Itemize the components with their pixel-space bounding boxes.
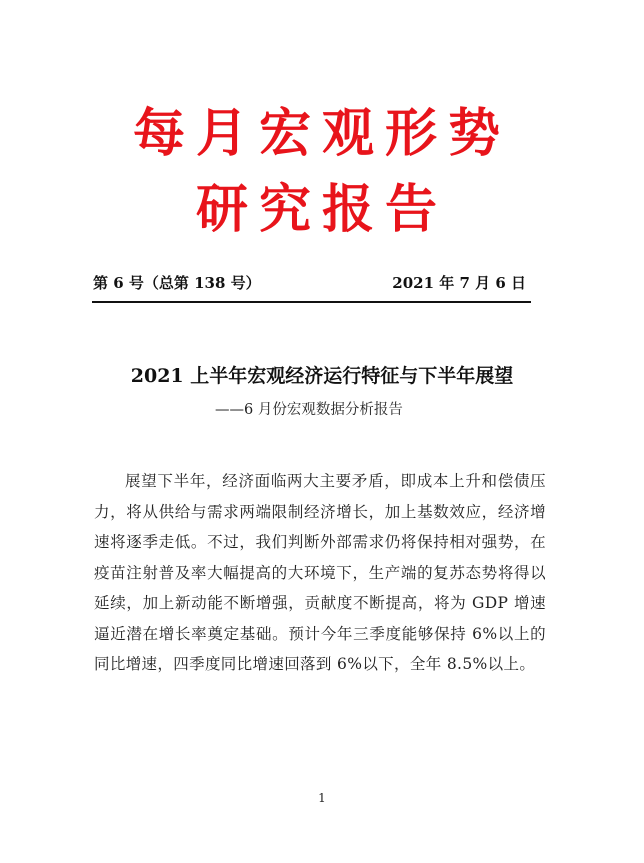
issue-date: 2021 年 7 月 6 日 [392, 274, 526, 292]
page-number: 1 [318, 791, 326, 805]
masthead-title-line-2: 研究报告 [195, 179, 448, 240]
issue-number: 第 6 号（总第 138 号） [93, 274, 261, 292]
masthead-title-line-1: 每月宏观形势 [132, 103, 511, 164]
article-paragraph: 展望下半年，经济面临两大主要矛盾，即成本上升和偿债压力，将从供给与需求两端限制经济增长，加上基数效应，经济增速将逐季走低。不过，我们判断外部需求仍将保持相对强势，在疫苗注射普及率大幅提高的大环境下，生产端的复苏态势将得以延续，加上新动能不断增强，贡献度不断提高，将为 GDP 增速逼近潜在增长率奠定基础。预计今年三季度能够保持 6%以上的同比增速，四季度同比增速回落到 6%以下，全年 8.5%以上。 [94, 472, 546, 673]
issue-info-row [93, 270, 530, 296]
article-subtitle: ——6 月份宏观数据分析报告 [215, 402, 403, 418]
header-divider [92, 301, 531, 303]
article-title: 2021 上半年宏观经济运行特征与下半年展望 [130, 365, 514, 387]
